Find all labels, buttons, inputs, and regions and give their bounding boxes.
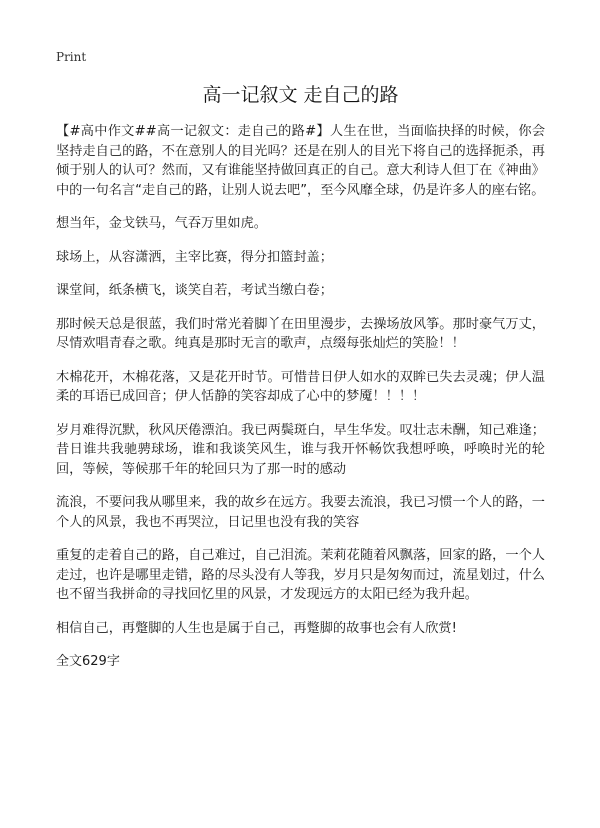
article-paragraph-intro <box>56 122 545 200</box>
article-tag: 【#高中作文##高一记叙文：走自己的路#】 <box>56 124 330 139</box>
article-paragraph: 课堂间，纸条横飞，谈笑自若，考试当缴白卷； <box>56 283 333 298</box>
word-count: 全文629字 <box>56 654 120 669</box>
article-title: 高一记叙文 走自己的路 <box>202 84 399 106</box>
article-paragraph: 木棉花开，木棉花落，又是花开时节。可惜昔日伊人如水的双眸已失去灵魂；伊人温柔的耳语已成回音；伊人恬静的笑容却成了心中的梦魇！！！！ <box>56 369 545 404</box>
article-paragraph: 流浪，不要问我从哪里来，我的故乡在远方。我要去流浪，我已习惯一个人的路，一个人的风景，我也不再哭泣，日记里也没有我的笑容 <box>56 495 545 530</box>
article-paragraph: 那时候天总是很蓝，我们时常光着脚丫在田里漫步，去操场放风筝。那时豪气万丈，尽情欢唱青春之歌。纯真是那时无言的歌声，点缀每张灿烂的笑脸！！ <box>56 316 545 351</box>
print-link[interactable]: Print <box>56 50 87 64</box>
article-paragraph: 相信自己，再蹩脚的人生也是属于自己，再蹩脚的故事也会有人欣赏! <box>56 620 457 636</box>
article-paragraph: 岁月难得沉默，秋风厌倦漂泊。我已两鬓斑白，早生华发。叹壮志未酬，知己难逢；昔日谁共我驰骋球场，谁和我谈笑风生，谁与我开怀畅饮我想呼唤，呼唤时光的轮回，等候，等候那千年的轮回只为了那一时的感动 <box>56 422 545 477</box>
article-paragraph: 想当年，金戈铁马，气吞万里如虎。 <box>56 216 267 231</box>
article-paragraph: 球场上，从容潇洒，主宰比赛，得分扣篮封盖； <box>56 249 333 265</box>
article-paragraph: 重复的走着自己的路，自己难过，自己泪流。茉莉花随着风飘落，回家的路，一个人走过，也许是哪里走错，路的尽头没有人等我，岁月只是匆匆而过，流星划过，什么也不留当我拼命的寻找回忆里的风景，才发现远方的太阳已经为我升起。 <box>56 548 545 602</box>
article-paragraph-text: 人生在世，当面临抉择的时候，你会坚持走自己的路，不在意别人的目光吗？还是在别人的目光下将自己的选择扼杀，再倾于别人的认可？然而，又有谁能坚持做回真正的自己。意大利诗人但丁在《神曲》中的一句名言“走自己的路，让别人说去吧”，至今风靡全球，仍是许多人的座右铭。 <box>56 124 546 198</box>
